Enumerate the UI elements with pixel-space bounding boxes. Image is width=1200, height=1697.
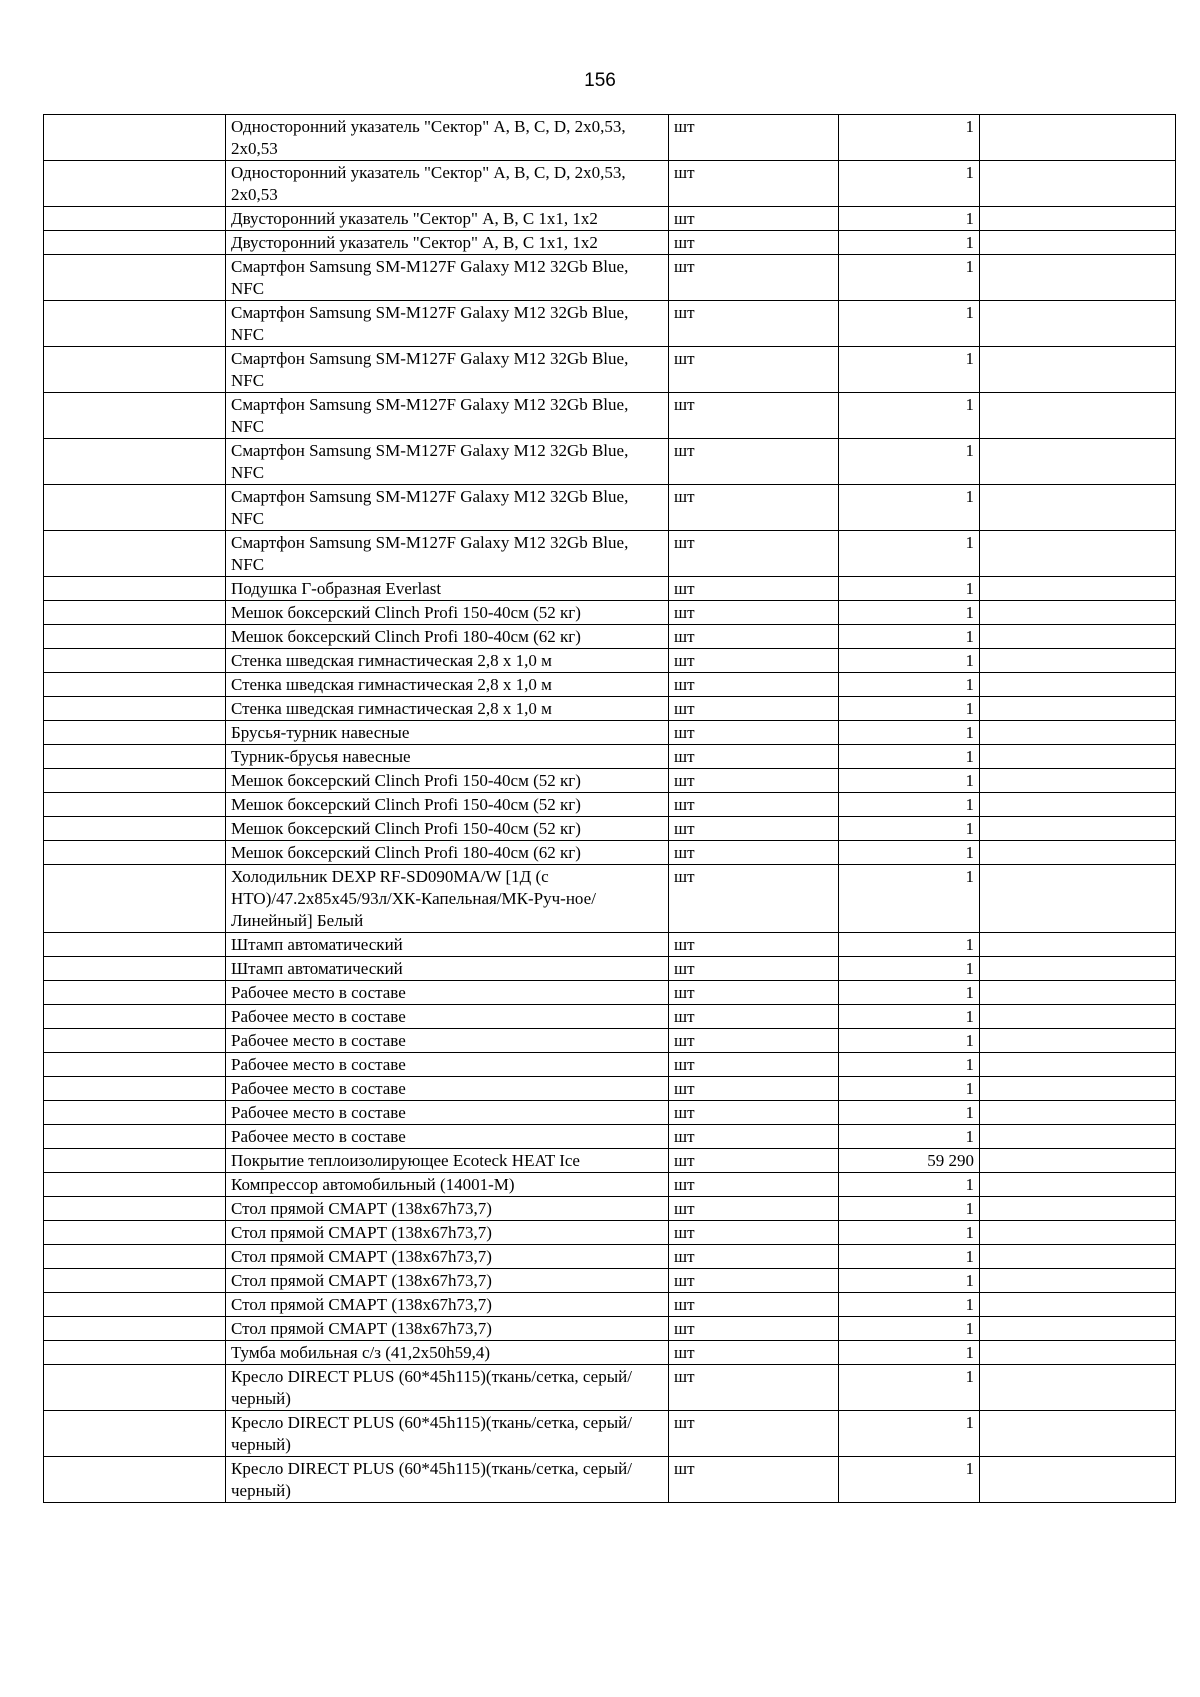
- note-cell: [980, 957, 1176, 981]
- row-number-cell: [44, 439, 226, 485]
- row-number-cell: [44, 1101, 226, 1125]
- note-cell: [980, 649, 1176, 673]
- table-row: [44, 865, 1176, 933]
- row-number-cell: [44, 1197, 226, 1221]
- table-row: [44, 601, 1176, 625]
- note-cell: [980, 1101, 1176, 1125]
- quantity-cell: 1: [839, 255, 980, 301]
- row-number-cell: [44, 1411, 226, 1457]
- unit-cell: шт: [669, 1269, 839, 1293]
- item-name-cell: Кресло DIRECT PLUS (60*45h115)(ткань/сетка, серый/черный): [226, 1365, 669, 1411]
- unit-cell: шт: [669, 841, 839, 865]
- table-row: [44, 485, 1176, 531]
- table-row: [44, 531, 1176, 577]
- table-row: [44, 1173, 1176, 1197]
- table-row: [44, 1149, 1176, 1173]
- unit-cell: шт: [669, 347, 839, 393]
- note-cell: [980, 601, 1176, 625]
- note-cell: [980, 1457, 1176, 1503]
- item-name-cell: Стол прямой СМАРТ (138х67h73,7): [226, 1269, 669, 1293]
- quantity-cell: 1: [839, 601, 980, 625]
- unit-cell: шт: [669, 817, 839, 841]
- quantity-cell: 1: [839, 793, 980, 817]
- row-number-cell: [44, 1125, 226, 1149]
- unit-cell: шт: [669, 1149, 839, 1173]
- item-name-cell: Смартфон Samsung SM-M127F Galaxy M12 32Gb Blue, NFC: [226, 485, 669, 531]
- note-cell: [980, 817, 1176, 841]
- quantity-cell: 1: [839, 393, 980, 439]
- row-number-cell: [44, 957, 226, 981]
- note-cell: [980, 769, 1176, 793]
- table-row: [44, 301, 1176, 347]
- item-name-cell: Рабочее место в составе: [226, 1077, 669, 1101]
- note-cell: [980, 625, 1176, 649]
- unit-cell: шт: [669, 161, 839, 207]
- item-name-cell: Подушка Г-образная Everlast: [226, 577, 669, 601]
- unit-cell: шт: [669, 1173, 839, 1197]
- quantity-cell: 1: [839, 531, 980, 577]
- unit-cell: шт: [669, 1221, 839, 1245]
- unit-cell: шт: [669, 957, 839, 981]
- row-number-cell: [44, 1317, 226, 1341]
- item-name-cell: Покрытие теплоизолирующее Ecoteck HEAT Ice: [226, 1149, 669, 1173]
- item-name-cell: Стенка шведская гимнастическая 2,8 х 1,0 м: [226, 673, 669, 697]
- note-cell: [980, 1197, 1176, 1221]
- quantity-cell: 1: [839, 1317, 980, 1341]
- row-number-cell: [44, 1173, 226, 1197]
- quantity-cell: 1: [839, 301, 980, 347]
- quantity-cell: 1: [839, 933, 980, 957]
- item-name-cell: Стол прямой СМАРТ (138х67h73,7): [226, 1197, 669, 1221]
- row-number-cell: [44, 673, 226, 697]
- table-row: [44, 347, 1176, 393]
- unit-cell: шт: [669, 115, 839, 161]
- table-row: [44, 231, 1176, 255]
- quantity-cell: 1: [839, 485, 980, 531]
- unit-cell: шт: [669, 577, 839, 601]
- item-name-cell: Тумба мобильная с/з (41,2х50h59,4): [226, 1341, 669, 1365]
- note-cell: [980, 115, 1176, 161]
- quantity-cell: 1: [839, 1077, 980, 1101]
- quantity-cell: 1: [839, 1125, 980, 1149]
- unit-cell: шт: [669, 865, 839, 933]
- row-number-cell: [44, 817, 226, 841]
- unit-cell: шт: [669, 1245, 839, 1269]
- item-name-cell: Мешок боксерский Clinch Profi 150-40см (52 кг): [226, 601, 669, 625]
- row-number-cell: [44, 231, 226, 255]
- table-row: [44, 841, 1176, 865]
- item-name-cell: Мешок боксерский Clinch Profi 150-40см (52 кг): [226, 769, 669, 793]
- quantity-cell: 1: [839, 1341, 980, 1365]
- table-row: [44, 1457, 1176, 1503]
- quantity-cell: 1: [839, 347, 980, 393]
- unit-cell: шт: [669, 485, 839, 531]
- unit-cell: шт: [669, 531, 839, 577]
- note-cell: [980, 255, 1176, 301]
- row-number-cell: [44, 1221, 226, 1245]
- row-number-cell: [44, 207, 226, 231]
- unit-cell: шт: [669, 231, 839, 255]
- note-cell: [980, 485, 1176, 531]
- item-name-cell: Рабочее место в составе: [226, 1125, 669, 1149]
- note-cell: [980, 1053, 1176, 1077]
- unit-cell: шт: [669, 1053, 839, 1077]
- table-row: [44, 1365, 1176, 1411]
- unit-cell: шт: [669, 207, 839, 231]
- row-number-cell: [44, 1077, 226, 1101]
- unit-cell: шт: [669, 1029, 839, 1053]
- note-cell: [980, 1365, 1176, 1411]
- row-number-cell: [44, 933, 226, 957]
- note-cell: [980, 577, 1176, 601]
- row-number-cell: [44, 1341, 226, 1365]
- quantity-cell: 1: [839, 115, 980, 161]
- table-row: [44, 207, 1176, 231]
- note-cell: [980, 865, 1176, 933]
- quantity-cell: 1: [839, 745, 980, 769]
- unit-cell: шт: [669, 1125, 839, 1149]
- unit-cell: шт: [669, 1365, 839, 1411]
- item-name-cell: Стол прямой СМАРТ (138х67h73,7): [226, 1245, 669, 1269]
- item-name-cell: Штамп автоматический: [226, 957, 669, 981]
- item-name-cell: Смартфон Samsung SM-M127F Galaxy M12 32Gb Blue, NFC: [226, 439, 669, 485]
- note-cell: [980, 841, 1176, 865]
- row-number-cell: [44, 625, 226, 649]
- quantity-cell: 1: [839, 439, 980, 485]
- table-row: [44, 981, 1176, 1005]
- row-number-cell: [44, 1245, 226, 1269]
- row-number-cell: [44, 485, 226, 531]
- note-cell: [980, 1029, 1176, 1053]
- item-name-cell: Смартфон Samsung SM-M127F Galaxy M12 32Gb Blue, NFC: [226, 347, 669, 393]
- quantity-cell: 1: [839, 1029, 980, 1053]
- quantity-cell: 1: [839, 577, 980, 601]
- item-name-cell: Рабочее место в составе: [226, 1101, 669, 1125]
- note-cell: [980, 1221, 1176, 1245]
- note-cell: [980, 1125, 1176, 1149]
- quantity-cell: 59 290: [839, 1149, 980, 1173]
- table-row: [44, 745, 1176, 769]
- table-row: [44, 393, 1176, 439]
- quantity-cell: 1: [839, 1101, 980, 1125]
- quantity-cell: 1: [839, 673, 980, 697]
- row-number-cell: [44, 115, 226, 161]
- note-cell: [980, 1149, 1176, 1173]
- item-name-cell: Рабочее место в составе: [226, 981, 669, 1005]
- item-name-cell: Турник-брусья навесные: [226, 745, 669, 769]
- note-cell: [980, 531, 1176, 577]
- row-number-cell: [44, 393, 226, 439]
- note-cell: [980, 1005, 1176, 1029]
- table-row: [44, 1053, 1176, 1077]
- quantity-cell: 1: [839, 1053, 980, 1077]
- quantity-cell: 1: [839, 1221, 980, 1245]
- note-cell: [980, 231, 1176, 255]
- note-cell: [980, 1269, 1176, 1293]
- table-row: [44, 1341, 1176, 1365]
- row-number-cell: [44, 255, 226, 301]
- row-number-cell: [44, 721, 226, 745]
- quantity-cell: 1: [839, 721, 980, 745]
- note-cell: [980, 793, 1176, 817]
- table-row: [44, 1029, 1176, 1053]
- note-cell: [980, 673, 1176, 697]
- row-number-cell: [44, 981, 226, 1005]
- item-name-cell: Рабочее место в составе: [226, 1005, 669, 1029]
- unit-cell: шт: [669, 601, 839, 625]
- table-row: [44, 697, 1176, 721]
- unit-cell: шт: [669, 255, 839, 301]
- note-cell: [980, 981, 1176, 1005]
- row-number-cell: [44, 841, 226, 865]
- note-cell: [980, 1341, 1176, 1365]
- quantity-cell: 1: [839, 1293, 980, 1317]
- quantity-cell: 1: [839, 1457, 980, 1503]
- item-name-cell: Кресло DIRECT PLUS (60*45h115)(ткань/сетка, серый/черный): [226, 1411, 669, 1457]
- row-number-cell: [44, 865, 226, 933]
- row-number-cell: [44, 347, 226, 393]
- row-number-cell: [44, 745, 226, 769]
- table-row: [44, 1269, 1176, 1293]
- note-cell: [980, 1077, 1176, 1101]
- unit-cell: шт: [669, 933, 839, 957]
- quantity-cell: 1: [839, 1411, 980, 1457]
- item-name-cell: Смартфон Samsung SM-M127F Galaxy M12 32Gb Blue, NFC: [226, 255, 669, 301]
- table-row: [44, 1197, 1176, 1221]
- table-row: [44, 1005, 1176, 1029]
- quantity-cell: 1: [839, 625, 980, 649]
- table-row: [44, 721, 1176, 745]
- quantity-cell: 1: [839, 981, 980, 1005]
- row-number-cell: [44, 1029, 226, 1053]
- item-name-cell: Смартфон Samsung SM-M127F Galaxy M12 32Gb Blue, NFC: [226, 531, 669, 577]
- note-cell: [980, 393, 1176, 439]
- table-row: [44, 255, 1176, 301]
- table-row: [44, 793, 1176, 817]
- note-cell: [980, 347, 1176, 393]
- table-row: [44, 649, 1176, 673]
- item-name-cell: Смартфон Samsung SM-M127F Galaxy M12 32Gb Blue, NFC: [226, 393, 669, 439]
- unit-cell: шт: [669, 1317, 839, 1341]
- page-number: 156: [584, 70, 616, 91]
- table-row: [44, 1125, 1176, 1149]
- note-cell: [980, 1245, 1176, 1269]
- unit-cell: шт: [669, 1293, 839, 1317]
- row-number-cell: [44, 649, 226, 673]
- table-row: [44, 1245, 1176, 1269]
- note-cell: [980, 301, 1176, 347]
- table-row: [44, 161, 1176, 207]
- item-name-cell: Мешок боксерский Clinch Profi 150-40см (52 кг): [226, 793, 669, 817]
- item-name-cell: Кресло DIRECT PLUS (60*45h115)(ткань/сетка, серый/черный): [226, 1457, 669, 1503]
- note-cell: [980, 933, 1176, 957]
- table-row: [44, 1101, 1176, 1125]
- quantity-cell: 1: [839, 817, 980, 841]
- table-row: [44, 439, 1176, 485]
- row-number-cell: [44, 769, 226, 793]
- item-name-cell: Стол прямой СМАРТ (138х67h73,7): [226, 1317, 669, 1341]
- row-number-cell: [44, 1149, 226, 1173]
- unit-cell: шт: [669, 721, 839, 745]
- quantity-cell: 1: [839, 1173, 980, 1197]
- quantity-cell: 1: [839, 1269, 980, 1293]
- item-name-cell: Односторонний указатель "Сектор" A, B, C, D, 2x0,53, 2x0,53: [226, 115, 669, 161]
- note-cell: [980, 1293, 1176, 1317]
- table-row: [44, 115, 1176, 161]
- note-cell: [980, 1317, 1176, 1341]
- note-cell: [980, 721, 1176, 745]
- table-row: [44, 957, 1176, 981]
- quantity-cell: 1: [839, 769, 980, 793]
- unit-cell: шт: [669, 981, 839, 1005]
- quantity-cell: 1: [839, 865, 980, 933]
- table-row: [44, 1293, 1176, 1317]
- note-cell: [980, 697, 1176, 721]
- row-number-cell: [44, 531, 226, 577]
- quantity-cell: 1: [839, 161, 980, 207]
- table-row: [44, 817, 1176, 841]
- row-number-cell: [44, 1293, 226, 1317]
- note-cell: [980, 1173, 1176, 1197]
- row-number-cell: [44, 697, 226, 721]
- note-cell: [980, 1411, 1176, 1457]
- unit-cell: шт: [669, 625, 839, 649]
- quantity-cell: 1: [839, 1197, 980, 1221]
- item-name-cell: Компрессор автомобильный (14001-М): [226, 1173, 669, 1197]
- quantity-cell: 1: [839, 841, 980, 865]
- item-name-cell: Штамп автоматический: [226, 933, 669, 957]
- item-name-cell: Односторонний указатель "Сектор" A, B, C, D, 2x0,53, 2x0,53: [226, 161, 669, 207]
- unit-cell: шт: [669, 745, 839, 769]
- table-row: [44, 933, 1176, 957]
- item-name-cell: Стол прямой СМАРТ (138х67h73,7): [226, 1293, 669, 1317]
- table-row: [44, 625, 1176, 649]
- item-name-cell: Рабочее место в составе: [226, 1053, 669, 1077]
- item-name-cell: Брусья-турник навесные: [226, 721, 669, 745]
- row-number-cell: [44, 1005, 226, 1029]
- note-cell: [980, 161, 1176, 207]
- unit-cell: шт: [669, 649, 839, 673]
- item-name-cell: Холодильник DEXP RF-SD090MA/W [1Д (с НТО)/47.2x85x45/93л/ХК-Капельная/МК-Руч-ное/Линейный] Белый: [226, 865, 669, 933]
- unit-cell: шт: [669, 1005, 839, 1029]
- item-name-cell: Рабочее место в составе: [226, 1029, 669, 1053]
- unit-cell: шт: [669, 1077, 839, 1101]
- row-number-cell: [44, 1365, 226, 1411]
- item-name-cell: Мешок боксерский Clinch Profi 180-40см (62 кг): [226, 625, 669, 649]
- item-name-cell: Стол прямой СМАРТ (138х67h73,7): [226, 1221, 669, 1245]
- inventory-table-body: [44, 115, 1176, 1503]
- item-name-cell: Двусторонний указатель "Сектор" A, B, C 1x1, 1x2: [226, 231, 669, 255]
- quantity-cell: 1: [839, 649, 980, 673]
- table-row: [44, 1317, 1176, 1341]
- table-row: [44, 577, 1176, 601]
- unit-cell: шт: [669, 1101, 839, 1125]
- table-row: [44, 673, 1176, 697]
- item-name-cell: Мешок боксерский Clinch Profi 150-40см (52 кг): [226, 817, 669, 841]
- quantity-cell: 1: [839, 1365, 980, 1411]
- quantity-cell: 1: [839, 1245, 980, 1269]
- row-number-cell: [44, 161, 226, 207]
- row-number-cell: [44, 793, 226, 817]
- unit-cell: шт: [669, 697, 839, 721]
- unit-cell: шт: [669, 393, 839, 439]
- table-row: [44, 1077, 1176, 1101]
- quantity-cell: 1: [839, 697, 980, 721]
- item-name-cell: Двусторонний указатель "Сектор" A, B, C 1x1, 1x2: [226, 207, 669, 231]
- item-name-cell: Мешок боксерский Clinch Profi 180-40см (62 кг): [226, 841, 669, 865]
- unit-cell: шт: [669, 1457, 839, 1503]
- quantity-cell: 1: [839, 957, 980, 981]
- table-row: [44, 769, 1176, 793]
- table-row: [44, 1221, 1176, 1245]
- note-cell: [980, 207, 1176, 231]
- unit-cell: шт: [669, 793, 839, 817]
- row-number-cell: [44, 301, 226, 347]
- item-name-cell: Стенка шведская гимнастическая 2,8 х 1,0 м: [226, 649, 669, 673]
- quantity-cell: 1: [839, 231, 980, 255]
- row-number-cell: [44, 601, 226, 625]
- item-name-cell: Смартфон Samsung SM-M127F Galaxy M12 32Gb Blue, NFC: [226, 301, 669, 347]
- unit-cell: шт: [669, 1411, 839, 1457]
- quantity-cell: 1: [839, 207, 980, 231]
- inventory-table: [43, 114, 1176, 1503]
- unit-cell: шт: [669, 769, 839, 793]
- quantity-cell: 1: [839, 1005, 980, 1029]
- unit-cell: шт: [669, 1197, 839, 1221]
- unit-cell: шт: [669, 673, 839, 697]
- row-number-cell: [44, 577, 226, 601]
- item-name-cell: Стенка шведская гимнастическая 2,8 х 1,0 м: [226, 697, 669, 721]
- note-cell: [980, 745, 1176, 769]
- note-cell: [980, 439, 1176, 485]
- row-number-cell: [44, 1269, 226, 1293]
- unit-cell: шт: [669, 301, 839, 347]
- row-number-cell: [44, 1457, 226, 1503]
- table-row: [44, 1411, 1176, 1457]
- row-number-cell: [44, 1053, 226, 1077]
- unit-cell: шт: [669, 439, 839, 485]
- unit-cell: шт: [669, 1341, 839, 1365]
